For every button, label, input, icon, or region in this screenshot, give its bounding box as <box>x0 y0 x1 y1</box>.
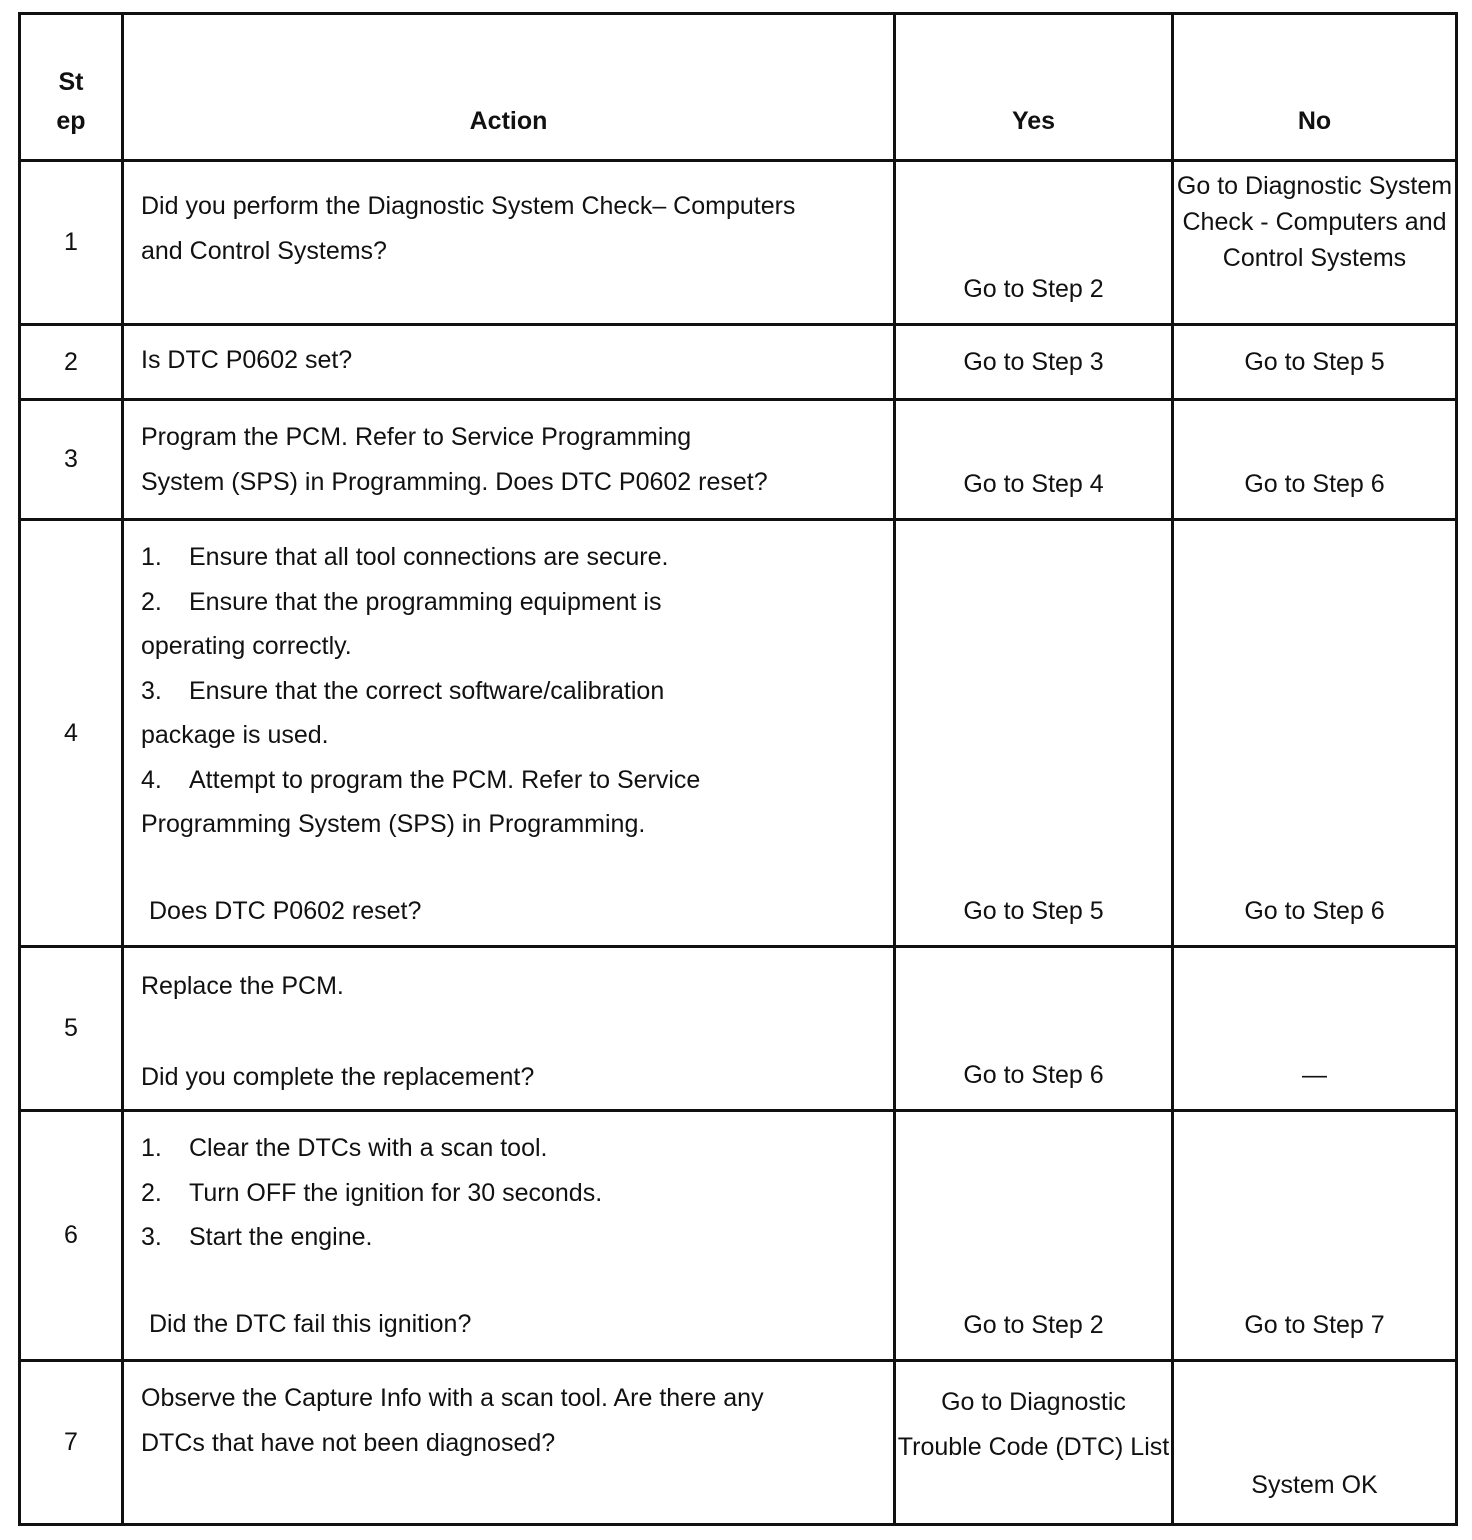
table-row <box>20 1361 1457 1525</box>
no-cell: Go to Step 7 <box>1173 1111 1457 1361</box>
action-cell: Is DTC P0602 set? <box>123 325 895 400</box>
table-row <box>20 325 1457 400</box>
yes-cell: Go to Step 2 <box>895 1111 1173 1361</box>
header-yes: Yes <box>895 14 1173 161</box>
list-item: 3. Ensure that the correct software/calibration <box>141 676 665 705</box>
table-row <box>20 400 1457 520</box>
header-step: St ep <box>20 14 123 161</box>
no-cell: Go to Step 6 <box>1173 520 1457 947</box>
step-cell: 3 <box>20 400 123 520</box>
list-item: 4. Attempt to program the PCM. Refer to Service <box>141 765 701 794</box>
no-cell: System OK <box>1173 1361 1457 1525</box>
table-row <box>20 947 1457 1111</box>
list-item: 1. Clear the DTCs with a scan tool. <box>141 1134 548 1162</box>
action-cell: Did you perform the Diagnostic System Check– Computers and Control Systems? <box>123 161 895 325</box>
step-cell: 6 <box>20 1111 123 1361</box>
yes-cell: Go to Step 2 <box>895 161 1173 325</box>
no-cell: — <box>1173 947 1457 1111</box>
list-item: 3. Start the engine. <box>141 1223 373 1251</box>
action-cell: Program the PCM. Refer to Service Programming System (SPS) in Programming. Does DTC P0602 reset? <box>123 400 895 520</box>
table-row <box>20 161 1457 325</box>
table-row <box>20 520 1457 947</box>
no-cell: Go to Diagnostic System Check - Computers and Control Systems <box>1173 161 1457 325</box>
list-item: 2. Ensure that the programming equipment is <box>141 587 662 616</box>
no-cell: Go to Step 5 <box>1173 325 1457 400</box>
header-action: Action <box>123 14 895 161</box>
step-cell: 5 <box>20 947 123 1111</box>
yes-cell: Go to Step 4 <box>895 400 1173 520</box>
yes-cell: Go to Step 6 <box>895 947 1173 1111</box>
action-cell: 1. Clear the DTCs with a scan tool. 2. Turn OFF the ignition for 30 seconds. 3. Start the engine. Did the DTC fail this ignition? <box>123 1111 895 1361</box>
list-item: 1. Ensure that all tool connections are secure. <box>141 543 669 571</box>
yes-cell: Go to Step 5 <box>895 520 1173 947</box>
step-cell: 7 <box>20 1361 123 1525</box>
no-cell: Go to Step 6 <box>1173 400 1457 520</box>
step-cell: 2 <box>20 325 123 400</box>
header-no: No <box>1173 14 1457 161</box>
header-row <box>20 14 1457 161</box>
diagnostic-table <box>18 12 1458 1526</box>
list-item: 2. Turn OFF the ignition for 30 seconds. <box>141 1178 603 1207</box>
table-row <box>20 1111 1457 1361</box>
action-cell: 1. Ensure that all tool connections are secure. 2. Ensure that the programming equipment is operating correctly. 3. Ensure that the correct software/calibration package is used. 4. Attempt to program the PCM. Refer to Service Programming System (SPS) in Programming. Does DTC P0602 reset? <box>123 520 895 947</box>
yes-cell: Go to Diagnostic Trouble Code (DTC) List <box>895 1361 1173 1525</box>
yes-cell: Go to Step 3 <box>895 325 1173 400</box>
step-cell: 1 <box>20 161 123 325</box>
action-cell: Replace the PCM. Did you complete the replacement? <box>123 947 895 1111</box>
step-cell: 4 <box>20 520 123 947</box>
action-cell: Observe the Capture Info with a scan tool. Are there any DTCs that have not been diagnosed? <box>123 1361 895 1525</box>
